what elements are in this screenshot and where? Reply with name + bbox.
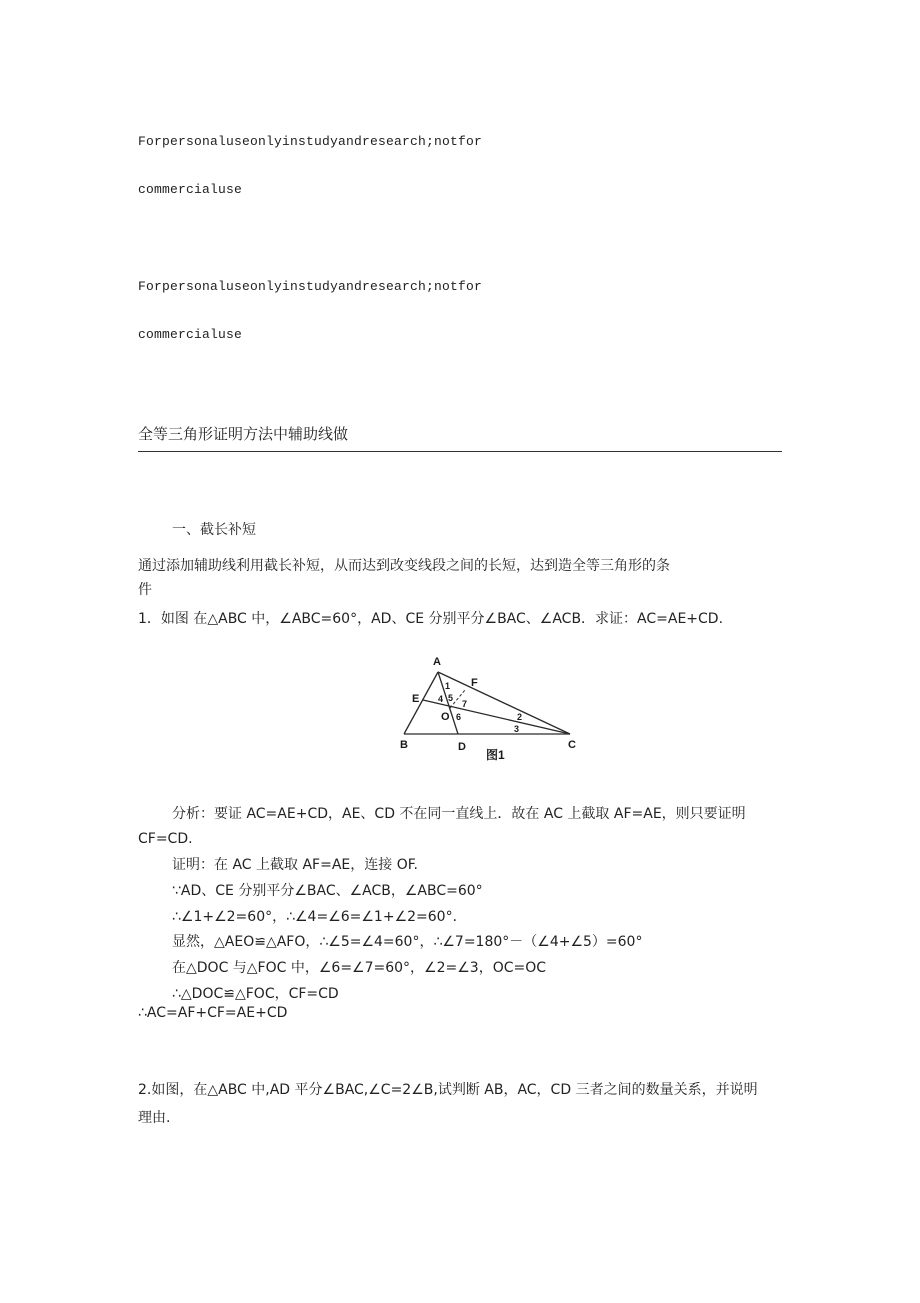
- problem-2-line-2: 理由.: [138, 1110, 171, 1126]
- angle-label-3: 3: [514, 724, 520, 734]
- watermark-line-2: commercialuse: [138, 182, 243, 197]
- proof-line-6: ∴△DOC≌△FOC，CF=CD: [172, 986, 339, 1002]
- watermark-line-4: commercialuse: [138, 327, 243, 342]
- analysis-line-2: CF=CD.: [138, 831, 193, 847]
- angle-label-1: 1: [445, 681, 451, 691]
- label-f: F: [471, 677, 478, 689]
- figure-caption: 图1: [486, 748, 505, 762]
- label-c: C: [568, 739, 576, 751]
- angle-label-2: 2: [517, 712, 523, 722]
- proof-line-5: 在△DOC 与△FOC 中，∠6=∠7=60°，∠2=∠3，OC=OC: [172, 960, 547, 976]
- proof-line-3: ∴∠1+∠2=60°，∴∠4=∠6=∠1+∠2=60°．: [172, 909, 467, 925]
- watermark-line-3: Forpersonaluseonlyinstudyandresearch;notfor: [138, 279, 483, 294]
- label-d: D: [458, 741, 466, 753]
- proof-line-2: ∵AD、CE 分别平分∠BAC、∠ACB，∠ABC=60°: [172, 883, 483, 899]
- section-intro-line-1: 通过添加辅助线利用截长补短，从而达到改变线段之间的长短，达到造全等三角形的条: [138, 558, 670, 574]
- label-o: O: [441, 711, 450, 723]
- problem-2-line-1: 2.如图，在△ABC 中,AD 平分∠BAC,∠C=2∠B,试判断 AB，AC，CD 三者之间的数量关系，并说明: [138, 1082, 758, 1098]
- watermark-line-1: Forpersonaluseonlyinstudyandresearch;notfor: [138, 134, 483, 149]
- figure-1-diagram: [390, 650, 590, 768]
- segment-ab: [404, 672, 438, 734]
- page-title: 全等三角形证明方法中辅助线做: [138, 425, 349, 443]
- angle-label-5: 5: [448, 693, 454, 703]
- angle-label-4: 4: [438, 694, 444, 704]
- label-e: E: [412, 693, 420, 705]
- label-a: A: [433, 656, 441, 668]
- label-b: B: [400, 739, 408, 751]
- segment-ac: [438, 672, 570, 734]
- proof-line-4: 显然，△AEO≌△AFO，∴∠5=∠4=60°，∴∠7=180°－（∠4+∠5）=60°: [172, 934, 643, 950]
- problem-1-statement: 1．如图 在△ABC 中，∠ABC=60°，AD、CE 分别平分∠BAC、∠ACB．求证：AC=AE+CD.: [138, 611, 724, 627]
- proof-conclusion: ∴AC=AF+CF=AE+CD: [138, 1005, 288, 1021]
- angle-label-7: 7: [462, 699, 468, 709]
- heading-rule: [138, 451, 782, 452]
- section-title: 一、截长补短: [172, 522, 256, 538]
- proof-line-1: 证明：在 AC 上截取 AF=AE，连接 OF.: [172, 857, 418, 873]
- angle-label-6: 6: [456, 712, 462, 722]
- section-intro-line-2: 件: [138, 582, 152, 598]
- analysis-line-1: 分析：要证 AC=AE+CD，AE、CD 不在同一直线上．故在 AC 上截取 AF=AE，则只要证明: [172, 806, 746, 822]
